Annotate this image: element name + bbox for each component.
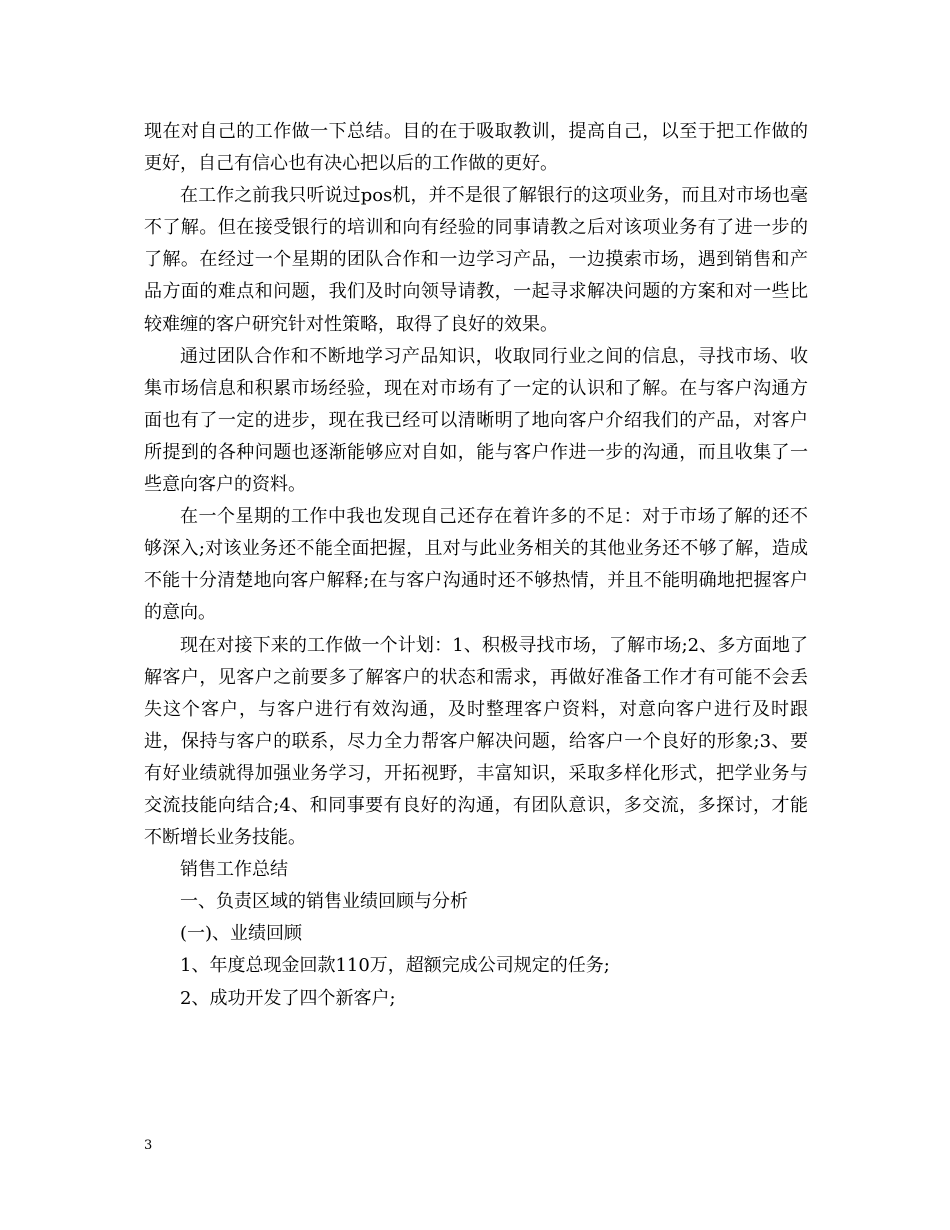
- section-heading-region-review: 一、负责区域的销售业绩回顾与分析: [180, 891, 468, 913]
- page-number: 3: [144, 1138, 153, 1153]
- paragraph-shortcomings: 在一个星期的工作中我也发现自己还存在着许多的不足：对于市场了解的还不够深入;对该业务还不能全面把握，且对与此业务相关的其他业务还不够了解，造成不能十分清楚地向客户解释;在与客户沟通时还不够热情，并且不能明确地把握客户的意向。: [144, 506, 808, 624]
- document-body: [144, 116, 808, 1015]
- paragraph-market-progress: 通过团队合作和不断地学习产品知识，收取同行业之间的信息，寻找市场、收集市场信息和积累市场经验，现在对市场有了一定的认识和了解。在与客户沟通方面也有了一定的进步，现在我已经可以清晰明了地向客户介绍我们的产品，对客户所提到的各种问题也逐渐能够应对自如，能与客户作进一步的沟通，而且收集了一些意向客户的资料。: [144, 345, 808, 496]
- paragraph-intro-continuation: 现在对自己的工作做一下总结。目的在于吸取教训，提高自己，以至于把工作做的更好，自己有信心也有决心把以后的工作做的更好。: [144, 121, 808, 175]
- section-title-sales-summary: 销售工作总结: [180, 859, 288, 881]
- list-item-cash-collection: 1、年度总现金回款110万，超额完成公司规定的任务;: [180, 955, 610, 977]
- paragraph-work-plan: 现在对接下来的工作做一个计划：1、积极寻找市场，了解市场;2、多方面地了解客户，见客户之前要多了解客户的状态和需求，再做好准备工作才有可能不会丢失这个客户，与客户进行有效沟通，及时整理客户资料，对意向客户进行及时跟进，保持与客户的联系，尽力全力帮客户解决问题，给客户一个良好的形象;3、要有好业绩就得加强业务学习，开拓视野，丰富知识，采取多样化形式，把学业务与交流技能向结合;4、和同事要有良好的沟通，有团队意识，多交流，多探讨，才能不断增长业务技能。: [144, 634, 808, 849]
- paragraph-pos-background: 在工作之前我只听说过pos机，并不是很了解银行的这项业务，而且对市场也毫不了解。但在接受银行的培训和向有经验的同事请教之后对该项业务有了进一步的了解。在经过一个星期的团队合作和一边学习产品，一边摸索市场，遇到销售和产品方面的难点和问题，我们及时向领导请教，一起寻求解决问题的方案和对一些比较难缠的客户研究针对性策略，取得了良好的效果。: [144, 185, 808, 335]
- list-item-new-clients: 2、成功开发了四个新客户;: [180, 987, 396, 1009]
- subsection-heading-performance: (一)、业绩回顾: [180, 923, 303, 945]
